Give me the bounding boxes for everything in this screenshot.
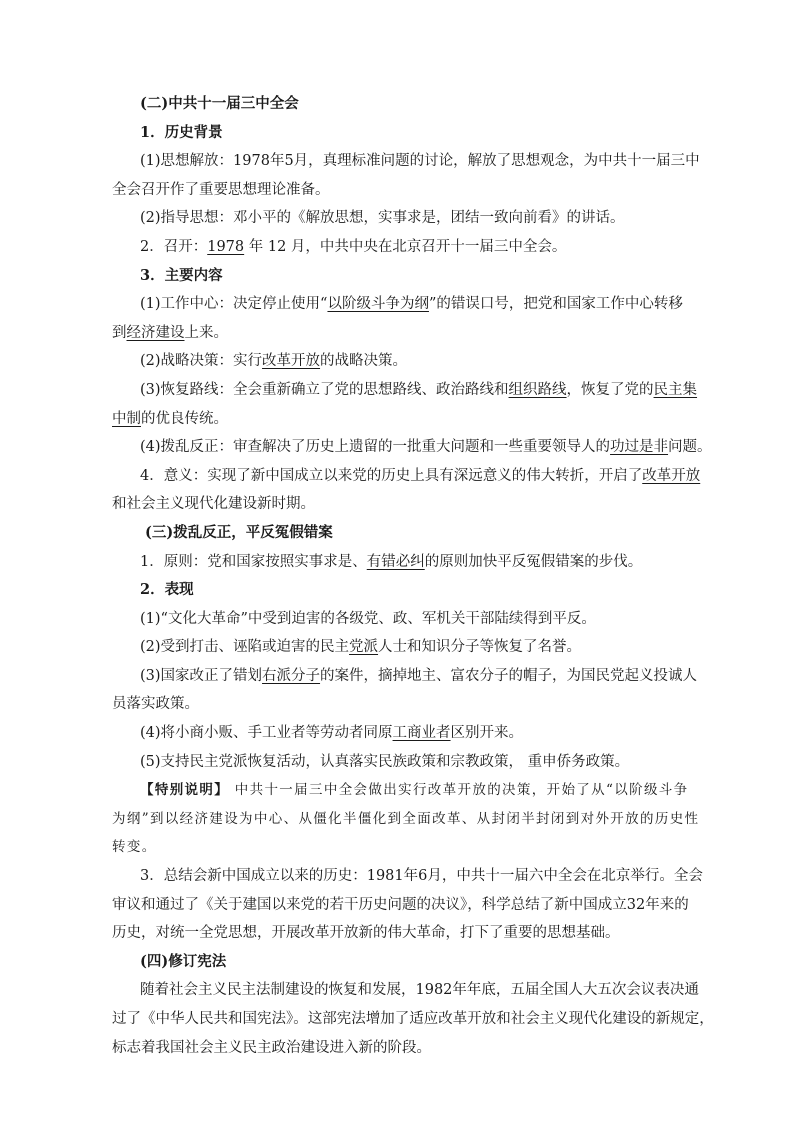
paragraph-constitution: 随着社会主义民主法制建设的恢复和发展，1982年年底，五届全国人大五次会议表决通 — [140, 982, 699, 999]
list-item-4: (4)将小商小贩、手工业者等劳动者同原工商业者区别开来。 — [140, 725, 524, 742]
list-item-3-cont: 员落实政策。 — [112, 696, 199, 713]
paragraph-strategic-decision: (2)战略决策：实行改革开放的战略决策。 — [140, 353, 408, 370]
section-4-title: (四)修订宪法 — [140, 952, 227, 970]
paragraph-work-center: (1)工作中心：决定停止使用“以阶级斗争为纲”的错误口号，把党和国家工作中心转移 — [140, 296, 683, 313]
heading-convening: 2．召开：1978 年 12 月，中共中央在北京召开十一届三中全会。 — [140, 238, 567, 255]
paragraph-summary-cont: 审议和通过了《关于建国以来党的若干历史问题的决议》，科学总结了新中国成立32年来的 — [112, 896, 689, 913]
special-note-end: 转变。 — [112, 839, 157, 856]
document-page — [112, 90, 714, 1062]
paragraph-significance-cont: 和社会主义现代化建设新时期。 — [112, 496, 315, 513]
paragraph-constitution-end: 标志着我国社会主义民主政治建设进入新的阶段。 — [112, 1039, 431, 1056]
paragraph-principle: 1．原则：党和国家按照实事求是、有错必纠的原则加快平反冤假错案的步伐。 — [140, 553, 643, 570]
list-item-5: (5)支持民主党派恢复活动，认真落实民族政策和宗教政策， 重申侨务政策。 — [140, 753, 630, 770]
special-note: 【特别说明】 中共十一届三中全会做出实行改革开放的决策，开始了从“以阶级斗争 — [140, 782, 689, 799]
paragraph-restore-line: (3)恢复路线：全会重新确立了党的思想路线、政治路线和组织路线，恢复了党的民主集 — [140, 381, 698, 398]
list-item-2: (2)受到打击、诬陷或迫害的民主党派人士和知识分子等恢复了名誉。 — [140, 639, 582, 656]
paragraph-work-center-cont: 到经济建设上来。 — [112, 324, 228, 341]
paragraph-rectify: (4)拨乱反正：审查解决了历史上遗留的一批重大问题和一些重要领导人的功过是非问题。 — [140, 439, 712, 456]
list-item-1: (1)“文化大革命”中受到迫害的各级党、政、军机关干部陆续得到平反。 — [140, 610, 596, 627]
section-3-title: (三)拨乱反正，平反冤假错案 — [145, 523, 333, 541]
paragraph-summary: 3．总结会新中国成立以来的历史：1981年6月，中共十一届六中全会在北京举行。全会 — [140, 868, 703, 885]
paragraph-thought-liberation: (1)思想解放：1978年5月，真理标准问题的讨论，解放了思想观念，为中共十一届三中 — [140, 153, 700, 170]
paragraph-restore-line-cont: 中制的优良传统。 — [112, 410, 228, 427]
special-note-cont: 为纲”到以经济建设为中心、从僵化半僵化到全面改革、从封闭半封闭到对外开放的历史性 — [112, 810, 700, 827]
section-2-title: (二)中共十一届三中全会 — [140, 95, 299, 112]
heading-history-background: 1．历史背景 — [140, 123, 223, 141]
paragraph-significance: 4．意义：实现了新中国成立以来党的历史上具有深远意义的伟大转折，开启了改革开放 — [140, 467, 701, 484]
list-item-3: (3)国家改正了错划右派分子的案件，摘掉地主、富农分子的帽子，为国民党起义投诚人 — [140, 667, 698, 684]
heading-main-content: 3．主要内容 — [140, 266, 223, 284]
paragraph-thought-liberation-cont: 全会召开作了重要思想理论准备。 — [112, 181, 330, 198]
paragraph-constitution-cont: 过了《中华人民共和国宪法》。这部宪法增加了适应改革开放和社会主义现代化建设的新规定， — [112, 1011, 714, 1027]
heading-manifestation: 2．表现 — [140, 581, 194, 599]
paragraph-guiding-thought: (2)指导思想：邓小平的《解放思想，实事求是，团结一致向前看》的讲话。 — [140, 210, 625, 227]
paragraph-summary-end: 历史，对统一全党思想，开展改革开放新的伟大革命，打下了重要的思想基础。 — [112, 925, 620, 942]
